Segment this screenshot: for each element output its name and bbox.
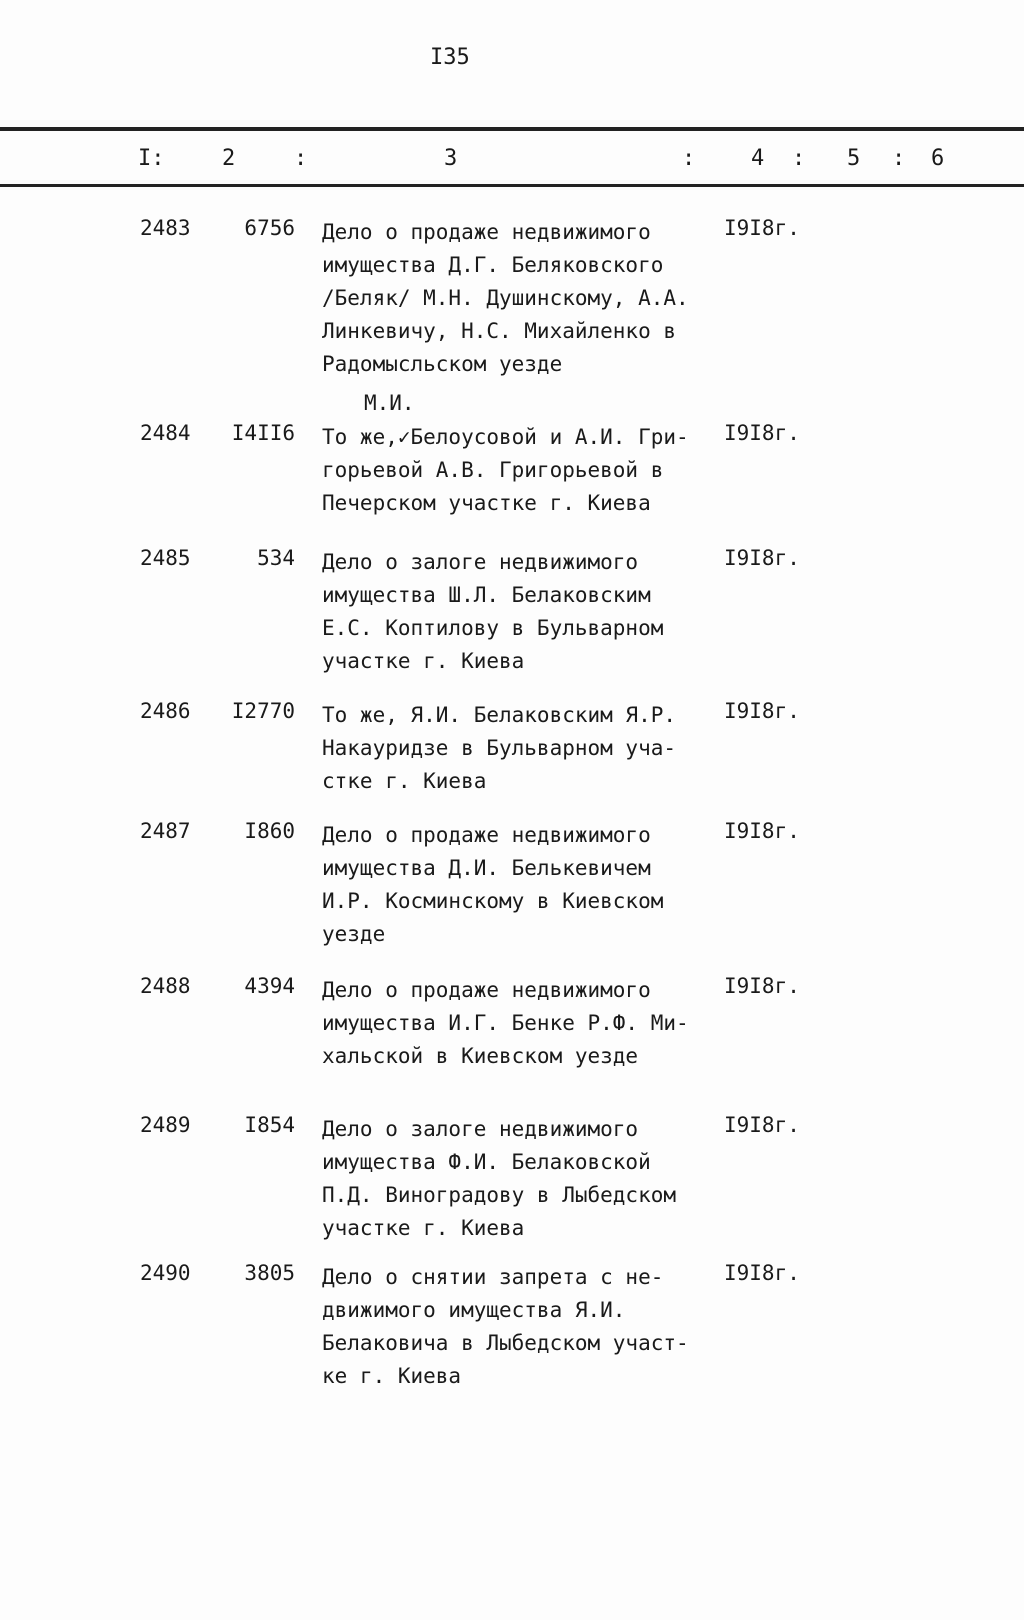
description-line: Накауридзе в Бульварном уча- [322, 736, 677, 760]
entry-description [322, 546, 663, 678]
description-line: горьевой А.В. Григорьевой в [322, 458, 664, 482]
description-line: уезде [322, 922, 386, 946]
header-col-1: I: [138, 146, 165, 171]
file-number: 6756 [244, 216, 295, 240]
handwritten-insert: М.И. [364, 391, 415, 415]
entry-year: I9I8г. [724, 819, 800, 843]
header-col-3: 3 [444, 146, 458, 171]
header-sep: : [294, 146, 308, 171]
description-line: П.Д. Виноградову в Лыбедском [322, 1183, 677, 1207]
entry-year: I9I8г. [724, 546, 800, 570]
description-line: имущества Д.И. Белькевичем [322, 856, 651, 880]
entry-description [322, 1261, 689, 1393]
description-line: Е.С. Коптилову в Бульварном [322, 616, 664, 640]
description-line: Дело о продаже недвижимого [322, 823, 651, 847]
description-line: И.Р. Косминскому в Киевском [322, 889, 664, 913]
entry-year: I9I8г. [724, 216, 800, 240]
entry-year: I9I8г. [724, 421, 800, 445]
header-col-2: 2 [222, 146, 236, 171]
entry-number: 2485 [140, 546, 191, 570]
entry-year: I9I8г. [724, 699, 800, 723]
description-line: имущества Ш.Л. Белаковским [322, 583, 651, 607]
entry-number: 2487 [140, 819, 191, 843]
description-line: участке г. Киева [322, 1216, 525, 1240]
entry-number: 2489 [140, 1113, 191, 1137]
description-line: хальской в Киевском уезде [322, 1044, 639, 1068]
description-line: Линкевичу, Н.С. Михайленко в [322, 319, 677, 343]
file-number: 534 [257, 546, 295, 570]
header-bottom-rule [0, 184, 1024, 187]
header-top-rule [0, 127, 1024, 131]
description-line: Дело о залоге недвижимого [322, 550, 639, 574]
entry-description [322, 216, 689, 381]
description-line: Радомысльском уезде [322, 352, 563, 376]
entry-description [322, 1113, 676, 1245]
entry-number: 2488 [140, 974, 191, 998]
description-line: То же, Я.И. Белаковским Я.Р. [322, 703, 677, 727]
description-line: имущества Д.Г. Беляковского [322, 253, 664, 277]
file-number: 3805 [244, 1261, 295, 1285]
file-number: I4II6 [231, 421, 295, 445]
description-line: Дело о снятии запрета с не- [322, 1265, 664, 1289]
entry-year: I9I8г. [724, 1261, 800, 1285]
header-col-6: 6 [931, 146, 945, 171]
header-sep: : [792, 146, 806, 171]
description-line: Печерском участке г. Киева [322, 491, 651, 515]
description-line: Дело о продаже недвижимого [322, 220, 651, 244]
description-line: /Беляк/ М.Н. Душинскому, А.А. [322, 286, 689, 310]
header-col-5: 5 [847, 146, 861, 171]
header-sep: : [682, 146, 696, 171]
page-number: I35 [430, 45, 470, 70]
description-line: То же,✓Белоусовой и А.И. Гри- [322, 425, 689, 449]
description-line: Белаковича в Лыбедском участ- [322, 1331, 689, 1355]
header-col-4: 4 [751, 146, 765, 171]
entry-number: 2484 [140, 421, 191, 445]
description-line: имущества Ф.И. Белаковской [322, 1150, 651, 1174]
entry-description [322, 974, 689, 1073]
file-number: 4394 [244, 974, 295, 998]
file-number: I860 [244, 819, 295, 843]
description-line: Дело о продаже недвижимого [322, 978, 651, 1002]
file-number: I2770 [231, 699, 295, 723]
description-line: Дело о залоге недвижимого [322, 1117, 639, 1141]
entry-number: 2486 [140, 699, 191, 723]
description-line: ке г. Киева [322, 1364, 462, 1388]
entry-year: I9I8г. [724, 1113, 800, 1137]
entry-description [322, 819, 663, 951]
file-number: I854 [244, 1113, 295, 1137]
entry-year: I9I8г. [724, 974, 800, 998]
entry-description [322, 421, 689, 520]
header-sep: : [892, 146, 906, 171]
description-line: имущества И.Г. Бенке Р.Ф. Ми- [322, 1011, 689, 1035]
description-line: участке г. Киева [322, 649, 525, 673]
description-line: стке г. Киева [322, 769, 487, 793]
entry-number: 2483 [140, 216, 191, 240]
entry-number: 2490 [140, 1261, 191, 1285]
description-line: движимого имущества Я.И. [322, 1298, 626, 1322]
entry-description [322, 699, 676, 798]
